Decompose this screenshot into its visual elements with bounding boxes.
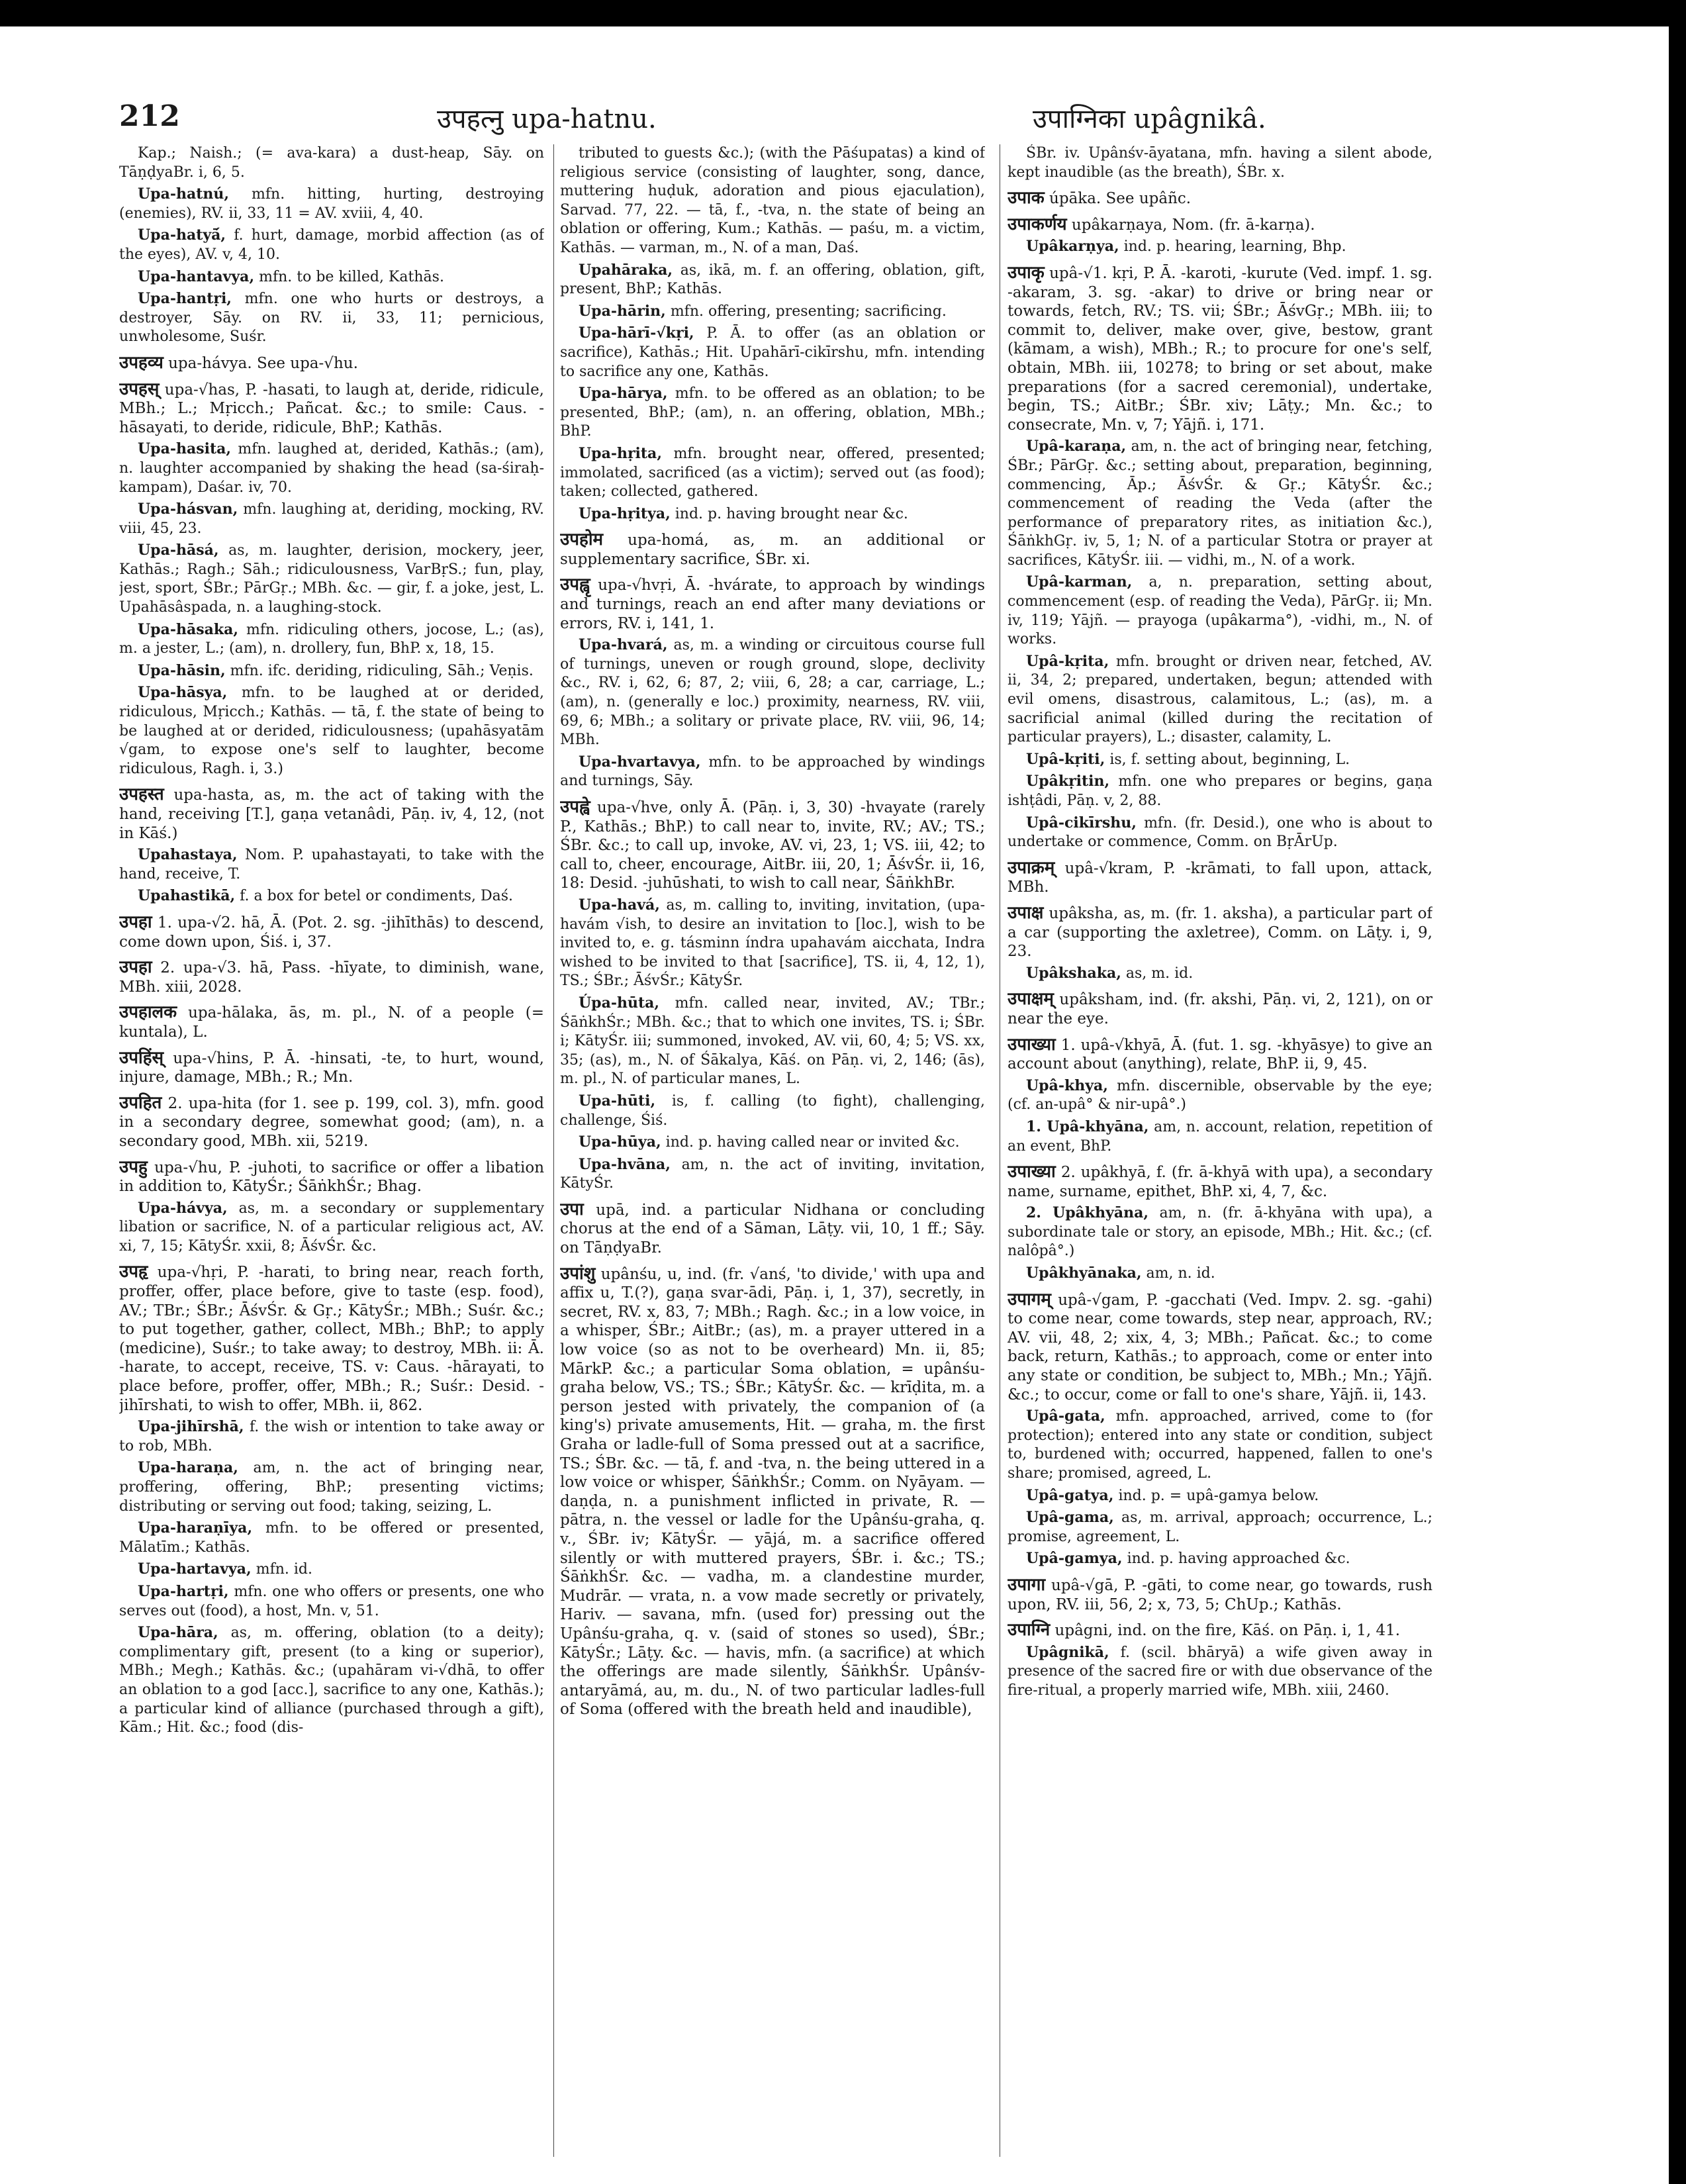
devanagari-headword: उपह्वे bbox=[560, 797, 590, 817]
dictionary-entry bbox=[1007, 573, 1432, 649]
headword: Upâ-gamya, bbox=[1026, 1550, 1123, 1568]
entry-definition: am, n. the act of inviting, invitation, KātyŚr. bbox=[560, 1156, 985, 1192]
headword: Upâgnikā, bbox=[1026, 1643, 1109, 1661]
dictionary-entry bbox=[119, 185, 544, 223]
dictionary-entry bbox=[1007, 1264, 1432, 1284]
dictionary-entry bbox=[119, 1417, 544, 1456]
entry-definition: mfn. offering, presenting; sacrificing. bbox=[670, 303, 947, 320]
devanagari-entry bbox=[560, 575, 985, 633]
dictionary-entry bbox=[119, 845, 544, 884]
column-rule bbox=[553, 144, 554, 2157]
entry-definition: upa-homá, as, m. an additional or supplementary sacrifice, ŚBr. xi. bbox=[560, 532, 985, 568]
headword: Upâ-cikīrshu, bbox=[1026, 814, 1137, 831]
headword: Upa-hvará, bbox=[579, 636, 668, 654]
devanagari-entry bbox=[1007, 1621, 1432, 1640]
headword: Upa-haraṇīya, bbox=[138, 1519, 253, 1537]
entry-definition: 1. upa-√2. hā, Ā. (Pot. 2. sg. -jihīthās) to descend, come down upon, Śiś. i, 37. bbox=[119, 914, 544, 951]
devanagari-headword: उपहा bbox=[119, 957, 152, 978]
headword: 2. Upâkhyāna, bbox=[1026, 1204, 1149, 1222]
dictionary-entry bbox=[119, 440, 544, 497]
entry-definition: as, ikā, m. f. an offering, oblation, gift, present, BhP.; Kathās. bbox=[560, 261, 985, 298]
headword: Upa-jihīrshā, bbox=[138, 1418, 244, 1436]
devanagari-headword: उपहित bbox=[119, 1092, 162, 1113]
devanagari-entry bbox=[119, 958, 544, 996]
entry-definition: ind. p. having called near or invited &c. bbox=[665, 1134, 960, 1151]
entry-definition: tributed to guests &c.); (with the Pāśupatas) a kind of religious service (consisting of laughter, song, dance, muttering huḍuk, adoration and pious ejaculation), Sarvad. 77, 22. — tā, f., -tva, n. the state of being an oblation or offering, Kum.; Kathās. — paśu, m. a victim, Kathās. — varman, m., N. of a man, Daś. bbox=[560, 145, 985, 256]
devanagari-headword: उपागम् bbox=[1007, 1289, 1051, 1309]
page-header bbox=[0, 99, 1686, 146]
devanagari-headword: उपहिंस् bbox=[119, 1047, 164, 1068]
devanagari-entry bbox=[119, 380, 544, 438]
devanagari-headword: उपाग्नि bbox=[1007, 1620, 1051, 1640]
devanagari-headword: उपहव्य bbox=[119, 352, 164, 373]
devanagari-entry bbox=[119, 785, 544, 843]
entry-definition: as, m. calling to, inviting, invitation, (upa-havám √ish, to desire an invitation to [loc.], wish to be invited to, e. g. tásminn índra upahavám aicchata, Indra wished to be invited to that [sacrifice], TS. ii, 4, 12, 1), TS.; ŚBr.; ĀśvŚr.; KātyŚr. bbox=[560, 896, 985, 990]
devanagari-headword: उपाक्रम् bbox=[1007, 857, 1055, 878]
devanagari-headword: उपहस् bbox=[119, 379, 160, 399]
dictionary-entry bbox=[560, 1133, 985, 1153]
dictionary-entry bbox=[1007, 437, 1432, 570]
headword: Upa-hāsaka, bbox=[138, 620, 239, 638]
entry-definition: mfn. to be offered as an oblation; to be presented, BhP.; (am), n. an offering, oblation, MBh.; BhP. bbox=[560, 385, 985, 440]
entry-definition: mfn. to be laughed at or derided, ridiculous, Mṛicch.; Kathās. — tā, f. the state of being to be laughed at or derided, ridiculousness; (upahāsyatām √gam, to expose one's self to laughter, become ridiculous, Ragh. i, 3.) bbox=[119, 685, 544, 777]
entry-definition: f. the wish or intention to take away or to rob, MBh. bbox=[119, 1419, 544, 1454]
devanagari-headword: उपहोम bbox=[560, 530, 604, 550]
headword: Upa-hasita, bbox=[138, 440, 232, 458]
headword: Upa-hūya, bbox=[579, 1133, 661, 1151]
entry-definition: upâkarṇaya, Nom. (fr. ā-karṇa). bbox=[1071, 216, 1315, 234]
entry-definition: mfn. laughed at, derided, Kathās.; (am), n. laughter accompanied by shaking the head (sa-śiraḥ-kampam), Daśar. iv, 70. bbox=[119, 441, 544, 496]
entry-definition: am, n. the act of bringing near, proffering, offering, BhP.; presenting victims; distributing or serving out food; taking, seizing, L. bbox=[119, 1460, 544, 1515]
devanagari-headword: उपाख्या bbox=[1007, 1034, 1056, 1055]
entry-definition: as, m. laughter, derision, mockery, jeer, Kathās.; Ragh.; Sāh.; ridiculousness, VarBṛS.; fun, play, jest, sport, ŚBr.; PārGṛ.; MBh. &c. — gir, f. a joke, jest, L. Upahāsâspada, n. a laughing-stock. bbox=[119, 542, 544, 616]
entry-definition: mfn. one who prepares or begins, gaṇa ishṭâdi, Pāṇ. v, 2, 88. bbox=[1007, 773, 1432, 809]
entry-definition: a, n. preparation, setting about, commencement (esp. of reading the Veda), PārGṛ. ii; Mn. iv, 119; Yājñ. — prayoga (upâkarma°), -vidhi, m., N. of works. bbox=[1007, 574, 1432, 648]
dictionary-entry bbox=[119, 620, 544, 659]
dictionary-entry bbox=[1007, 1643, 1432, 1701]
devanagari-entry bbox=[1007, 1035, 1432, 1074]
devanagari-entry bbox=[560, 798, 985, 893]
entry-definition: upa-√hve, only Ā. (Pāṇ. i, 3, 30) -hvayate (rarely P., Kathās.; BhP.) to call near to, invite, RV.; AV.; TS.; ŚBr. &c.; to call up, invoke, AV. vi, 23, 1; VS. iii, 42; to call to, cheer, encourage, AitBr. iii, 20, 1; ĀśvŚr. ii, 16, 18: Desid. -juhūshati, to wish to call near, ŚāṅkhBr. bbox=[560, 799, 985, 892]
headword: Upa-hvartavya, bbox=[579, 753, 701, 771]
entry-definition: mfn. to be approached by windings and turnings, Sāy. bbox=[560, 753, 985, 790]
headword: Upa-hvāna, bbox=[579, 1155, 671, 1173]
dictionary-entry bbox=[1007, 814, 1432, 852]
entry-definition: mfn. id. bbox=[256, 1561, 312, 1578]
entry-definition: ind. p. hearing, learning, Bhp. bbox=[1123, 238, 1346, 256]
headword: Upa-hartṛi, bbox=[138, 1582, 229, 1600]
dictionary-entry bbox=[560, 144, 985, 258]
devanagari-entry bbox=[119, 354, 544, 373]
dictionary-entry bbox=[119, 144, 544, 182]
dictionary-entry bbox=[560, 1092, 985, 1130]
entry-definition: as, m. a winding or circuitous course full of turnings, uneven or rough ground, slope, declivity &c., RV. i, 62, 6; 87, 2; viii, 6, 28; a car, carriage, L.; (am), n. (generally e loc.) proximity, nearness, RV. viii, 69, 6; MBh.; a solitary or private place, RV. viii, 96, 14; MBh. bbox=[560, 637, 985, 749]
devanagari-entry bbox=[119, 1003, 544, 1041]
devanagari-headword: उपागा bbox=[1007, 1574, 1046, 1595]
entry-definition: mfn. called near, invited, AV.; TBr.; ŚāṅkhŚr.; MBh. &c.; that to which one invites, TS. i; ŚBr. i; KātyŚr. iii; summoned, invoked, AV. vii, 60, 4; 5; VS. xx, 35; (as), m., N. of Śākalya, Kāś. on Pāṇ. vi, 2, 146; (ās), m. pl., N. of particular manes, L. bbox=[560, 994, 985, 1088]
devanagari-headword: उपहु bbox=[119, 1157, 148, 1177]
entry-definition: upa-√has, P. -hasati, to laugh at, deride, ridicule, MBh.; L.; Mṛicch.; Pañcat. &c.; to smile: Caus. -hāsayati, to deride, ridicule, BhP.; Kathās. bbox=[119, 381, 544, 436]
dictionary-entry bbox=[1007, 1204, 1432, 1261]
entry-definition: ind. p. having brought near &c. bbox=[675, 505, 908, 522]
entry-definition: úpāka. See upâñc. bbox=[1049, 190, 1192, 208]
devanagari-entry bbox=[1007, 904, 1432, 961]
headword: Upa-hásvan, bbox=[138, 500, 238, 518]
entry-definition: as, m. id. bbox=[1125, 965, 1194, 982]
headword: Upâ-karaṇa, bbox=[1026, 438, 1127, 455]
entry-definition: f. (scil. bhāryā) a wife given away in presence of the sacred fire or with due observance of the fire-ritual, a properly married wife, MBh. xiii, 2460. bbox=[1007, 1644, 1432, 1699]
entry-definition: upa-√hvṛi, Ā. -hvárate, to approach by windings and turnings, reach an end after many deviations or errors, RV. i, 141, 1. bbox=[560, 577, 985, 632]
headword: Upâ-gata, bbox=[1026, 1407, 1105, 1425]
devanagari-entry bbox=[1007, 1576, 1432, 1614]
entry-definition: Kap.; Naish.; (= ava-kara) a dust-heap, Sāy. on TāṇḍyaBr. i, 6, 5. bbox=[119, 145, 544, 181]
top-border bbox=[0, 0, 1686, 26]
dictionary-entry bbox=[1007, 144, 1432, 182]
dictionary-entry bbox=[560, 1155, 985, 1194]
devanagari-headword: उपा bbox=[560, 1199, 584, 1219]
dictionary-entry bbox=[560, 753, 985, 791]
dictionary-entry bbox=[119, 267, 544, 287]
entry-definition: mfn. to be killed, Kathās. bbox=[259, 268, 444, 285]
entry-definition: upa-hasta, as, m. the act of taking with the hand, receiving [T.], gaṇa vetanâdi, Pāṇ. iv, 4, 12, (not in Kāś.) bbox=[119, 786, 544, 842]
entry-definition: upâ-√gā, P. -gāti, to come near, go towards, rush upon, RV. iii, 56, 2; x, 73, 5; ChUp.; Kathās. bbox=[1007, 1576, 1432, 1613]
entry-definition: am, n. account, relation, repetition of an event, BhP. bbox=[1007, 1118, 1432, 1155]
devanagari-headword: उपह्वृ bbox=[560, 575, 590, 595]
right-border bbox=[1669, 0, 1686, 2184]
dictionary-entry bbox=[1007, 964, 1432, 984]
entry-definition: Nom. P. upahastayati, to take with the hand, receive, T. bbox=[119, 847, 544, 882]
headword: Upâ-khya, bbox=[1026, 1076, 1108, 1094]
entry-definition: upa-√hu, P. -juhoti, to sacrifice or offer a libation in addition to, KātyŚr.; ŚāṅkhŚr.; Bhag. bbox=[119, 1159, 544, 1196]
devanagari-headword: उपाकृ bbox=[1007, 262, 1045, 283]
dictionary-entry bbox=[1007, 1076, 1432, 1115]
devanagari-entry bbox=[560, 530, 985, 569]
entry-definition: ŚBr. iv. Upânśv-āyatana, mfn. having a silent abode, kept inaudible (as the breath), ŚBr. x. bbox=[1007, 145, 1432, 181]
guide-word-right: उपाग्निका upâgnikâ. bbox=[1033, 104, 1266, 134]
entry-definition: mfn. brought or driven near, fetched, AV. ii, 34, 2; prepared, undertaken, begun; attended with evil omens, disastrous, calamitous, L.; (as), m. a sacrificial animal (killed during the recitation of particular prayers), L.; disaster, calamity, L. bbox=[1007, 653, 1432, 746]
headword: Upâkṛitin, bbox=[1026, 773, 1110, 790]
entry-definition: f. hurt, damage, morbid affection (as of the eyes), AV. v, 4, 10. bbox=[119, 227, 544, 263]
dictionary-entry bbox=[119, 1582, 544, 1621]
guide-word-left: उपहत्नु upa-hatnu. bbox=[437, 104, 657, 134]
entry-definition: mfn. brought near, offered, presented; immolated, sacrificed (as a victim); served out (as food); taken; collected, gathered. bbox=[560, 445, 985, 500]
devanagari-entry bbox=[119, 1262, 544, 1415]
dictionary-entry bbox=[560, 261, 985, 299]
entry-definition: am, n. the act of bringing near, fetching, ŚBr.; PārGṛ. &c.; setting about, preparation, beginning, commencing, Āp.; ĀśvŚr. & Gṛ.; KātyŚr. &c.; commencement of reading the Veda (after the performance of preparatory rites, as initiation &c.), ŚāṅkhGṛ. iv, 5, 1; N. of a particular Stotra or prayer at sacrifices, KātyŚr. iii. — vidhi, m., N. of a work. bbox=[1007, 438, 1432, 569]
headword: Upâkarṇya, bbox=[1026, 238, 1119, 256]
dictionary-entry bbox=[119, 1519, 544, 1557]
devanagari-headword: उपाक्षम् bbox=[1007, 989, 1054, 1010]
headword: Upahāraka, bbox=[579, 261, 673, 279]
entry-definition: mfn. hitting, hurting, destroying (enemies), RV. ii, 33, 11 = AV. xviii, 4, 40. bbox=[119, 186, 544, 222]
headword: Upâ-kṛiti, bbox=[1026, 750, 1105, 768]
entry-definition: 2. upa-√3. hā, Pass. -hīyate, to diminish, wane, MBh. xiii, 2028. bbox=[119, 959, 544, 996]
dictionary-entry bbox=[1007, 1508, 1432, 1546]
dictionary-entry bbox=[1007, 1407, 1432, 1483]
devanagari-headword: उपाख्या bbox=[1007, 1162, 1056, 1182]
entry-definition: upâ-√gam, P. -gacchati (Ved. Impv. 2. sg. -gahi) to come near, come towards, step near, approach, RV.; AV. vii, 48, 2; xix, 4, 3; MBh.; Pañcat. &c.; to come back, return, Kathās.; to approach, come or enter into any state or condition, be subject to, MBh.; Mn.; Yājñ. &c.; to occur, come or fall to one's share, Yājñ. ii, 143. bbox=[1007, 1291, 1432, 1403]
dictionary-entry bbox=[119, 683, 544, 779]
dictionary-entry bbox=[119, 541, 544, 617]
headword: Upâkhyānaka, bbox=[1026, 1264, 1142, 1282]
headword: Upa-hāsá, bbox=[138, 542, 219, 559]
headword: Upâkshaka, bbox=[1026, 964, 1121, 982]
entry-definition: mfn. one who hurts or destroys, a destroyer, Sāy. on RV. ii, 33, 11; pernicious, unwholesome, Suśr. bbox=[119, 291, 544, 346]
devanagari-headword: उपहालक bbox=[119, 1002, 177, 1023]
headword: Upa-hantavya, bbox=[138, 267, 255, 285]
page-number: 212 bbox=[119, 99, 180, 133]
devanagari-headword: उपहृ bbox=[119, 1262, 148, 1282]
headword: Upâ-gama, bbox=[1026, 1509, 1114, 1527]
entry-definition: upa-√hṛi, P. -harati, to bring near, reach forth, proffer, offer, place before, give to taste (esp. food), AV.; TBr.; ŚBr.; ĀśvŚr. & Gṛ.; KātyŚr.; MBh.; Suśr. &c.; to put together, gather, collect, MBh.; BhP.; to apply (medicine), Suśr.; to take away; to destroy, MBh. ii: Ā. -harate, to accept, receive, TS. v: Caus. -hārayati, to place before, proffer, offer, MBh.; R.; Suśr.: Desid. -jihīrshati, to wish to offer, MBh. ii, 862. bbox=[119, 1264, 544, 1414]
headword: Upa-hartavya, bbox=[138, 1560, 252, 1578]
entry-definition: ind. p. = upâ-gamya below. bbox=[1118, 1487, 1319, 1504]
dictionary-entry bbox=[119, 1560, 544, 1580]
entry-definition: am, n. (fr. ā-khyāna with upa), a subordinate tale or story, an episode, MBh.; Hit. &c.; (cf. nalôpâ°.) bbox=[1007, 1205, 1432, 1260]
dictionary-entry bbox=[119, 1623, 544, 1738]
devanagari-entry bbox=[1007, 189, 1432, 209]
dictionary-entry bbox=[1007, 772, 1432, 810]
entry-definition: mfn. one who offers or presents, one who serves out (food), a host, Mn. v, 51. bbox=[119, 1583, 544, 1619]
dictionary-column-1 bbox=[119, 144, 544, 2163]
devanagari-entry bbox=[1007, 1290, 1432, 1405]
entry-definition: 1. upâ-√khyā, Ā. (fut. 1. sg. -khyāsye) to give an account about (anything), relate, BhP. ii, 9, 45. bbox=[1007, 1036, 1432, 1073]
entry-definition: f. a box for betel or condiments, Daś. bbox=[240, 888, 514, 905]
entry-definition: upâ-√kram, P. -krāmati, to fall upon, attack, MBh. bbox=[1007, 859, 1432, 896]
headword: Upâ-karman, bbox=[1026, 573, 1133, 591]
dictionary-entry bbox=[560, 504, 985, 524]
dictionary-entry bbox=[560, 324, 985, 381]
entry-definition: mfn. ifc. deriding, ridiculing, Sāh.; Veṇis. bbox=[230, 662, 534, 679]
headword: Upa-hārī-√kṛi, bbox=[579, 324, 694, 342]
headword: Upa-hārin, bbox=[579, 302, 666, 320]
entry-definition: upânśu, u, ind. (fr. √anś, 'to divide,' with upa and affix u, T.(?), gaṇa svar-ādi, Pāṇ. i, 1, 37), secretly, in secret, RV. x, 83, 7; MBh.; Ragh. &c.; in a low voice, in a whisper, ŚBr.; AitBr.; (as), m. a prayer uttered in a low voice (so as not to be overheard) Mn. ii, 85; MārkP. &c.; a particular Soma oblation, = upânśu-graha below, VS.; TS.; ŚBr.; KātyŚr. &c. — krīḍita, m. a person jested with privately, the companion of (a king's) private amusements, Hit. — graha, m. the first Graha or ladle-full of Soma pressed out at a sacrifice, TS.; ŚBr. &c. — tā, f. and -tva, n. the being uttered in a low voice or whisper, ŚāṅkhŚr.; Comm. on Nyāyam. — daṇḍa, n. a punishment inflicted in private, R. — pātra, n. the vessel or ladle for the Upânśu-graha, q. v., ŚBr. iv; KātyŚr. — yājá, m. a sacrifice offered silently or with muttered prayers, ŚBr. i. &c.; TS.; ŚāṅkhŚr. &c. — vadha, m. a clandestine murder, Mudrār. — vrata, n. a vow made secretly or privately, Hariv. — savana, mfn. (used for) pressing out the Upânśu-graha, q. v. (said of stones so used), ŚBr.; KātyŚr.; Lāṭy. &c. — havis, mfn. (a sacrifice) at which the offerings are made silently, ŚāṅkhŚr. Upânśv-antaryāmá, au, m. du., N. of two particular ladles-full of Soma (offered with the breath held and inaudible), bbox=[560, 1265, 985, 1719]
dictionary-column-2 bbox=[560, 144, 985, 2163]
entry-definition: P. Ā. to offer (as an oblation or sacrifice), Kathās.; Hit. Upahārī-cikīrshu, mfn. intending to sacrifice any one, Kathās. bbox=[560, 325, 985, 380]
headword: Upâ-kṛita, bbox=[1026, 652, 1109, 670]
devanagari-entry bbox=[119, 1049, 544, 1087]
devanagari-headword: उपाक्ष bbox=[1007, 902, 1044, 923]
entry-definition: is, f. calling (to fight), challenging, challenge, Śiś. bbox=[560, 1092, 985, 1129]
dictionary-entry bbox=[119, 886, 544, 906]
dictionary-column-3 bbox=[1007, 144, 1432, 2163]
headword: Upa-hṛita, bbox=[579, 444, 662, 462]
entry-definition: upâgni, ind. on the fire, Kāś. on Pāṇ. i, 1, 41. bbox=[1054, 1622, 1401, 1640]
devanagari-entry bbox=[119, 913, 544, 951]
headword: Upa-hatyā́, bbox=[138, 226, 226, 244]
devanagari-headword: उपहा bbox=[119, 912, 152, 932]
headword: Úpa-hūta, bbox=[579, 994, 660, 1012]
devanagari-headword: उपांशु bbox=[560, 1263, 596, 1284]
devanagari-headword: उपहस्त bbox=[119, 784, 164, 805]
headword: Upa-hāsin, bbox=[138, 661, 226, 679]
entry-definition: upâ-√1. kṛi, P. Ā. -karoti, -kurute (Ved. impf. 1. sg. -akaram, 3. sg. -akar) to drive or bring near or towards, fetch, RV.; TS. vii; ŚBr.; ĀśvGṛ.; MBh. iii; to commit to, deliver, make over, give, bestow, grant (kāmam, a wish), MBh.; R.; to procure for one's self, obtain, MBh. iii, 10278; to bring or set about, make preparations (for a sacred ceremonial), undertake, begin, TS.; AitBr.; ŚBr. xiv; Lāṭy.; Mn. &c.; to consecrate, Mn. v, 7; Yājñ. i, 171. bbox=[1007, 264, 1432, 434]
dictionary-entry bbox=[119, 226, 544, 264]
devanagari-entry bbox=[1007, 215, 1432, 235]
entry-definition: as, m. offering, oblation (to a deity); complimentary gift, present (to a king or superior), MBh.; Megh.; Kathās. &c.; (upahāram vi-√dhā, to offer an oblation to a god [acc.], sacrifice to any one, Kathās.); a particular kind of alliance (purchased through a gift), Kām.; Hit. &c.; food (dis- bbox=[119, 1625, 544, 1736]
devanagari-entry bbox=[1007, 1163, 1432, 1201]
entry-definition: upâksham, ind. (fr. akshi, Pāṇ. vi, 2, 121), on or near the eye. bbox=[1007, 991, 1432, 1027]
entry-definition: 2. upa-hita (for 1. see p. 199, col. 3), mfn. good in a secondary degree, somewhat good; (am), n. a secondary good, MBh. xii, 5219. bbox=[119, 1094, 544, 1150]
entry-definition: upa-√hins, P. Ā. -hinsati, -te, to hurt, wound, injure, damage, MBh.; R.; Mn. bbox=[119, 1049, 544, 1086]
dictionary-entry bbox=[1007, 750, 1432, 770]
dictionary-entry bbox=[119, 1199, 544, 1257]
entry-definition: mfn. discernible, observable by the eye; (cf. an-upâ° & nir-upâ°.) bbox=[1007, 1077, 1432, 1114]
entry-definition: is, f. setting about, beginning, L. bbox=[1109, 751, 1350, 768]
entry-definition: mfn. (fr. Desid.), one who is about to undertake or commence, Comm. on BṛĀrUp. bbox=[1007, 814, 1432, 851]
dictionary-entry bbox=[560, 444, 985, 502]
devanagari-entry bbox=[119, 1158, 544, 1196]
dictionary-entry bbox=[1007, 1117, 1432, 1156]
dictionary-entry bbox=[560, 302, 985, 322]
devanagari-entry bbox=[1007, 263, 1432, 434]
dictionary-entry bbox=[560, 636, 985, 750]
dictionary-entry bbox=[1007, 652, 1432, 747]
devanagari-entry bbox=[1007, 859, 1432, 897]
entry-definition: upâksha, as, m. (fr. 1. aksha), a particular part of a car (supporting the axletree), Comm. on Lāṭy. i, 9, 23. bbox=[1007, 904, 1432, 961]
headword: Upâ-gatya, bbox=[1026, 1486, 1114, 1504]
headword: Upahastaya, bbox=[138, 846, 238, 864]
devanagari-headword: उपाकर्णय bbox=[1007, 214, 1067, 234]
dictionary-entry bbox=[560, 994, 985, 1089]
entry-definition: am, n. id. bbox=[1146, 1265, 1215, 1282]
devanagari-entry bbox=[560, 1264, 985, 1719]
dictionary-entry bbox=[119, 289, 544, 347]
dictionary-entry bbox=[119, 1458, 544, 1516]
headword: Upa-hārya, bbox=[579, 385, 668, 403]
devanagari-headword: उपाक bbox=[1007, 188, 1045, 209]
dictionary-entry bbox=[560, 384, 985, 442]
headword: Upa-hāra, bbox=[138, 1624, 218, 1642]
entry-definition: as, m. a secondary or supplementary libation or sacrifice, N. of a particular religious act, AV. xi, 7, 15; KātyŚr. xxii, 8; ĀśvŚr. &c. bbox=[119, 1200, 544, 1255]
headword: Upa-hatnú, bbox=[138, 185, 230, 203]
headword: Upahastikā, bbox=[138, 887, 236, 905]
headword: Upa-haraṇa, bbox=[138, 1459, 238, 1477]
dictionary-entry bbox=[1007, 1549, 1432, 1569]
entry-definition: ind. p. having approached &c. bbox=[1127, 1550, 1350, 1568]
headword: Upa-hávya, bbox=[138, 1199, 228, 1217]
headword: Upa-hūti, bbox=[579, 1092, 656, 1110]
entry-definition: 2. upâkhyā, f. (fr. ā-khyā with upa), a secondary name, surname, epithet, BhP. xi, 4, 7, &c. bbox=[1007, 1164, 1432, 1200]
dictionary-entry bbox=[1007, 1486, 1432, 1506]
entry-definition: mfn. approached, arrived, come to (for protection); entered into any state or condition, subject to, burdened with; occurred, happened, fallen to one's share; promised, agreed, L. bbox=[1007, 1408, 1432, 1482]
headword: 1. Upâ-khyāna, bbox=[1026, 1117, 1149, 1135]
dictionary-entry bbox=[119, 500, 544, 538]
entry-definition: upa-hālaka, ās, m. pl., N. of a people (= kuntala), L. bbox=[119, 1004, 544, 1041]
entry-definition: upā, ind. a particular Nidhana or concluding chorus at the end of a Sāman, Lāṭy. vii, 10, 1 ff.; Sāy. on TāṇḍyaBr. bbox=[560, 1201, 985, 1257]
devanagari-entry bbox=[1007, 990, 1432, 1028]
dictionary-entry bbox=[1007, 237, 1432, 257]
entry-definition: mfn. ridiculing others, jocose, L.; (as), m. a jester, L.; (am), n. drollery, fun, BhP. x, 18, 15. bbox=[119, 621, 544, 657]
headword: Upa-hantṛi, bbox=[138, 290, 232, 308]
devanagari-entry bbox=[560, 1200, 985, 1258]
headword: Upa-hāsya, bbox=[138, 684, 228, 702]
entry-definition: mfn. to be offered or presented, Mālatīm.; Kathās. bbox=[119, 1520, 544, 1556]
entry-definition: mfn. laughing at, deriding, mocking, RV. viii, 45, 23. bbox=[119, 501, 544, 537]
dictionary-entry bbox=[119, 661, 544, 681]
entry-definition: as, m. arrival, approach; occurrence, L.; promise, agreement, L. bbox=[1007, 1509, 1432, 1545]
dictionary-entry bbox=[560, 896, 985, 991]
headword: Upa-hṛitya, bbox=[579, 504, 671, 522]
devanagari-entry bbox=[119, 1094, 544, 1151]
entry-definition: upa-hávya. See upa-√hu. bbox=[168, 354, 358, 372]
headword: Upa-havá, bbox=[579, 896, 660, 914]
